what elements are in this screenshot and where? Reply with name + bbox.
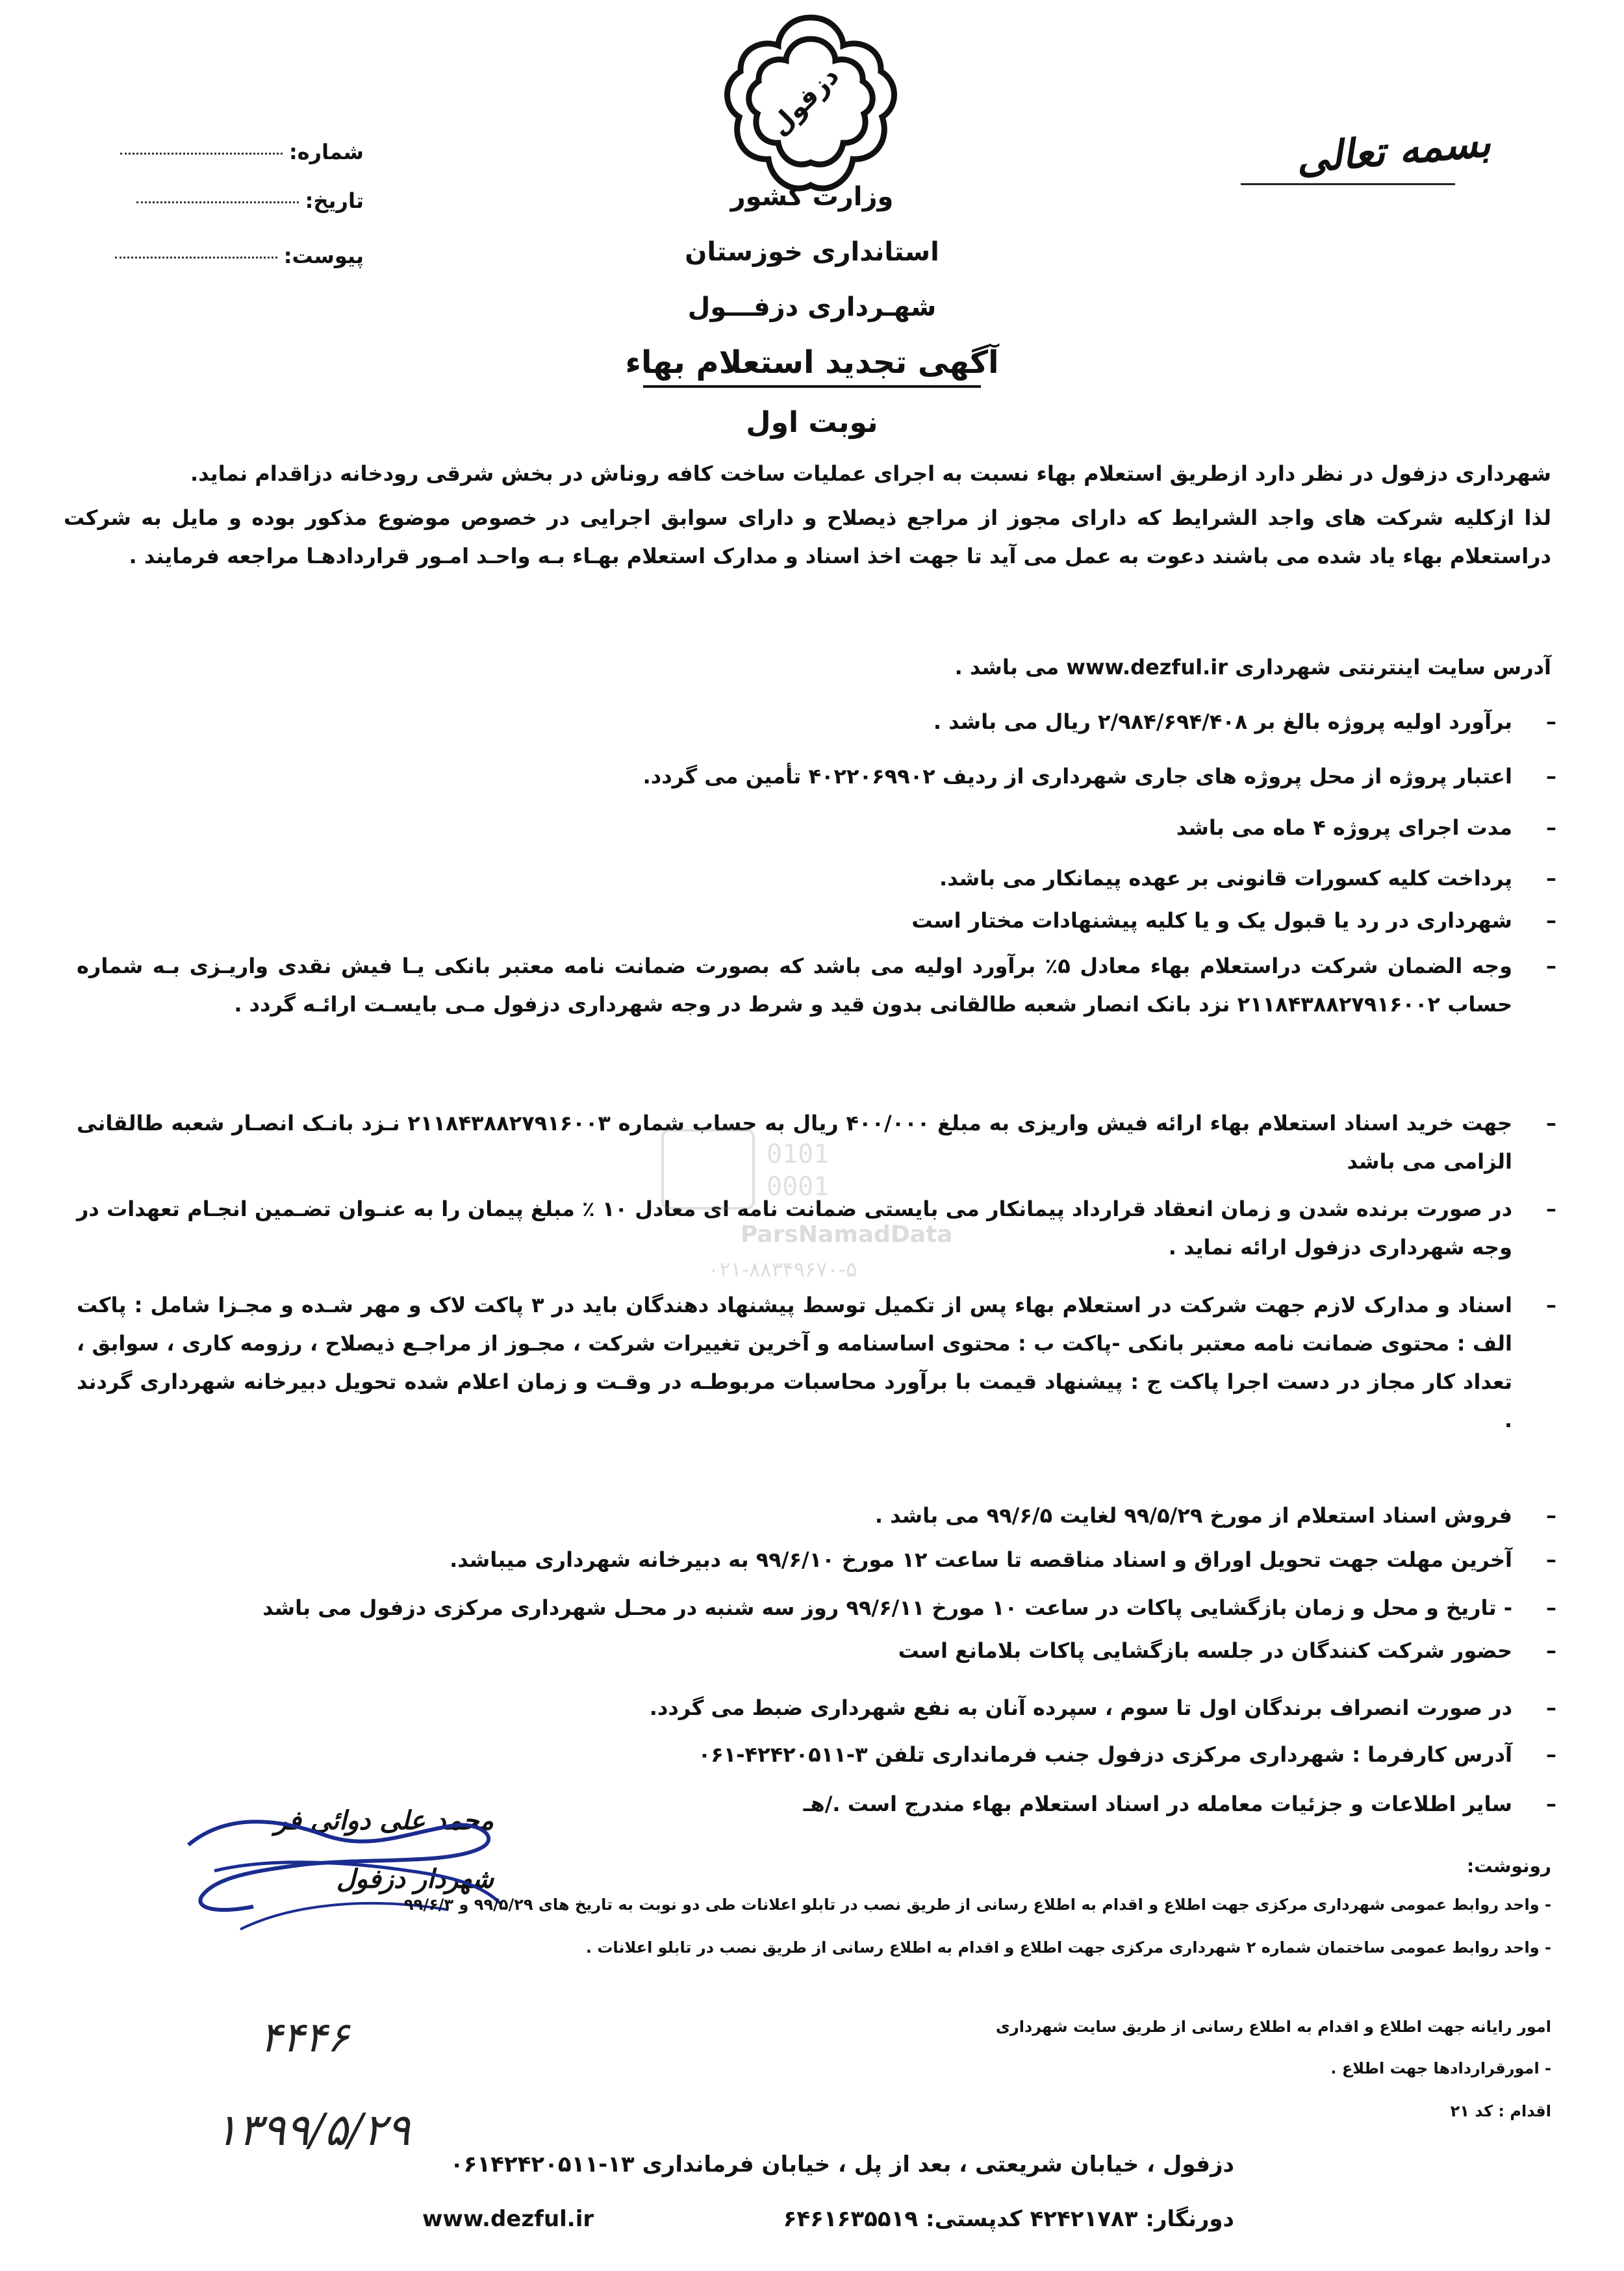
letter-attachment-blank [115, 257, 277, 259]
svg-text:0101: 0101 [767, 1139, 830, 1169]
intro-paragraph-2: لذا ازکلیه شرکت های واجد الشرایط که دارای مجوز از مراجع ذیصلاح و دارای سوابق اجرایی در خصوص موضوع مذکور بوده و مایل به شرکت دراستعلام بهاء یاد شده می باشند دعوت به عمل می آید تا جهت اخذ اسناد و مدارک استعلام بهـاء بـه واحـد امـور قراردادهـا مراجعه فرمایند . [64, 505, 1551, 568]
condition-item: – اسناد و مدارک لازم جهت شرکت در استعلام بهاء پس از تکمیل توسط پیشنهاد دهندگان باید در ۳ پاکت لاک و مهر شـده و مجـزا شامل : پاکت الف : محتوی ضمانت نامه معتبر بانکی -پاکت ب : محتوی اساسنامه و آخرین تغییرات شرکت ، مجـوز از مراجـع ذیصلاح ، رزومه کاری ، سوابق ، تعداد کار مجاز در دست اجرا پاکت ج : پیشنهاد قیمت با برآورد محاسبات مربوطـه در وقـت و زمان اعلام شده تحویل دبیرخانه شهرداری گردند . [77, 1286, 1551, 1440]
notice-round: نوبت اول [746, 406, 878, 439]
condition-item: – آدرس کارفرما : شهرداری مرکزی دزفول جنب فرمانداری تلفن ۳-۴۲۴۲۰۵۱۱-۰۶۱ [77, 1736, 1551, 1774]
footer-fax-postal: دورنگار: ۴۲۴۲۱۷۸۳ کدپستی: ۶۴۶۱۶۳۵۵۱۹ [783, 2206, 1234, 2232]
condition-text: جهت خرید اسناد استعلام بهاء ارائه فیش واریزی به مبلغ ۴۰۰/۰۰۰ ریال به حساب شماره ۲۱۱۸۴۳۸۸۲۷۹۱۶۰۰۳ نـزد بانـک انصـار شعبه طالقانی الزامی می باشد [77, 1111, 1513, 1174]
condition-text: در صورت انصراف برندگان اول تا سوم ، سپرده آنان به نفع شهرداری ضبط می گردد. [649, 1695, 1512, 1720]
cc-line: - واحد روابط عمومی شهرداری مرکزی جهت اطلاع و اقدام به اطلاع رسانی از طریق نصب در تابلو اعلانات طی دو نوبت به تاریخ های ۹۹/۵/۲۹ و ۹۹/۶/۳ [404, 1896, 1551, 1914]
svg-text:دزفول: دزفول [764, 60, 845, 142]
condition-item: – مدت اجرای پروژه ۴ ماه می باشد [77, 809, 1551, 847]
condition-text: شهرداری در رد یا قبول یک و یا کلیه پیشنهادات مختار است [911, 908, 1512, 933]
signer-name: محمد علی دوائی فر [274, 1806, 494, 1836]
letter-date-field [0, 188, 364, 213]
condition-text: آخرین مهلت جهت تحویل اوراق و اسناد مناقصه تا ساعت ۱۲ مورخ ۹۹/۶/۱۰ به دبیرخانه شهرداری میباشد. [450, 1547, 1512, 1572]
letter-number-blank [120, 153, 283, 155]
condition-item: – پرداخت کلیه کسورات قانونی بر عهده پیمانکار می باشد. [77, 859, 1551, 898]
condition-item: – شهرداری در رد یا قبول یک و یا کلیه پیشنهادات مختار است [77, 902, 1551, 940]
letter-number-label: شماره: [288, 140, 364, 164]
letter-date-blank [136, 201, 299, 203]
condition-text: آدرس کارفرما : شهرداری مرکزی دزفول جنب فرمانداری تلفن ۳-۴۲۴۲۰۵۱۱-۰۶۱ [698, 1742, 1512, 1767]
condition-text: وجه الضمان شرکت دراستعلام بهاء معادل ۵٪ برآورد اولیه می باشد که بصورت ضمانت نامه معتبر بانکی یـا فیش نقدی واریـزی بـه شماره حساب ۲۱۱۸۴۳۸۸۲۷۹۱۶۰۰۲ نزد بانک انصار شعبه طالقانی بدون قید و شرط در وجه شهرداری دزفول مـی بایسـت ارائـه گردد . [77, 954, 1513, 1017]
condition-item: – در صورت انصراف برندگان اول تا سوم ، سپرده آنان به نفع شهرداری ضبط می گردد. [77, 1689, 1551, 1727]
condition-text: فروش اسناد استعلام از مورخ ۹۹/۵/۲۹ لغایت ۹۹/۶/۵ می باشد . [874, 1503, 1512, 1528]
notice-title-underline [643, 385, 981, 388]
condition-item: – وجه الضمان شرکت دراستعلام بهاء معادل ۵٪ برآورد اولیه می باشد که بصورت ضمانت نامه معتبر بانکی یـا فیش نقدی واریـزی بـه شماره حساب ۲۱۱۸۴۳۸۸۲۷۹۱۶۰۰۲ نزد بانک انصار شعبه طالقانی بدون قید و شرط در وجه شهرداری دزفول مـی بایسـت ارائـه گردد . [77, 947, 1551, 1024]
cc-heading: رونوشت: [1467, 1855, 1551, 1877]
cc-line: اقدام : کد ۲۱ [1450, 2102, 1551, 2120]
condition-text: - تاریخ و محل و زمان بازگشایی پاکات در ساعت ۱۰ مورخ ۹۹/۶/۱۱ روز سه شنبه در محـل شهرداری مرکزی دزفول می باشد [262, 1595, 1512, 1620]
intro-paragraph-1: شهرداری دزفول در نظر دارد ازطریق استعلام بهاء نسبت به اجرای عملیات ساخت کافه روناش در بخش شرقی رودخانه دزاقدام نماید. [190, 461, 1551, 486]
org-line-province: استانداری خوزستان [685, 237, 939, 267]
letter-number-field [0, 140, 364, 164]
condition-text: برآورد اولیه پروژه بالغ بر ۲/۹۸۴/۶۹۴/۴۰۸ ریال می باشد . [933, 709, 1512, 734]
org-line-municipality: شهـرداری دزفـــول [687, 292, 937, 322]
cc-line: - امورقراردادها جهت اطلاع . [1330, 2059, 1551, 2077]
svg-text:0001: 0001 [767, 1172, 830, 1202]
condition-item: – حضور شرکت کنندگان در جلسه بازگشایی پاکات بلامانع است [77, 1632, 1551, 1670]
bismillah-heading: بسمه تعالی [1294, 118, 1493, 183]
condition-text: اسناد و مدارک لازم جهت شرکت در استعلام بهاء پس از تکمیل توسط پیشنهاد دهندگان باید در ۳ پاکت لاک و مهر شـده و مجـزا شامل : پاکت الف : محتوی ضمانت نامه معتبر بانکی -پاکت ب : محتوی اساسنامه و آخرین تغییرات شرکت ، مجـوز از مراجـع ذیصلاح ، رزومه کاری ، سوابق ، تعداد کار مجاز در دست اجرا پاکت ج : پیشنهاد قیمت با برآورد محاسبات مربوطـه در وقـت و زمان اعلام شده تحویل دبیرخانه شهرداری گردند . [77, 1293, 1513, 1432]
condition-item: – در صورت برنده شدن و زمان انعقاد قرارداد پیمانکار می بایستی ضمانت نامه ای معادل ۱۰ ٪ مبلغ پیمان را به عنـوان تضـمین انجـام تعهدات در وجه شهرداری دزفول ارائه نماید . [77, 1190, 1551, 1267]
condition-text: در صورت برنده شدن و زمان انعقاد قرارداد پیمانکار می بایستی ضمانت نامه ای معادل ۱۰ ٪ مبلغ پیمان را به عنـوان تضـمین انجـام تعهدات در وجه شهرداری دزفول ارائه نماید . [77, 1197, 1513, 1260]
condition-item: – - تاریخ و محل و زمان بازگشایی پاکات در ساعت ۱۰ مورخ ۹۹/۶/۱۱ روز سه شنبه در محـل شهرداری مرکزی دزفول می باشد [77, 1589, 1551, 1627]
watermark-stamp [650, 1117, 1013, 1286]
condition-item: – اعتبار پروژه از محل پروژه های جاری شهرداری از ردیف ۴۰۲۲۰۶۹۹۰۲ تأمین می گردد. [77, 757, 1551, 796]
letter-attachment-field [0, 244, 364, 268]
condition-text: اعتبار پروژه از محل پروژه های جاری شهرداری از ردیف ۴۰۲۲۰۶۹۹۰۲ تأمین می گردد. [642, 764, 1512, 789]
condition-text: سایر اطلاعات و جزئیات معامله در اسناد استعلام بهاء مندرج است ./هـ [803, 1792, 1512, 1816]
condition-item: – آخرین مهلت جهت تحویل اوراق و اسناد مناقصه تا ساعت ۱۲ مورخ ۹۹/۶/۱۰ به دبیرخانه شهرداری میباشد. [77, 1541, 1551, 1579]
letter-attachment-label: پیوست: [283, 244, 364, 268]
condition-text: پرداخت کلیه کسورات قانونی بر عهده پیمانکار می باشد. [939, 866, 1512, 891]
condition-text: حضور شرکت کنندگان در جلسه بازگشایی پاکات بلامانع است [898, 1638, 1512, 1663]
cc-line: - واحد روابط عمومی ساختمان شماره ۲ شهرداری مرکزی جهت اطلاع و اقدام به اطلاع رسانی از طریق نصب در تابلو اعلانات . [585, 1938, 1551, 1957]
condition-item: – سایر اطلاعات و جزئیات معامله در اسناد استعلام بهاء مندرج است ./هـ [77, 1785, 1551, 1823]
footer-website: www.dezful.ir [422, 2206, 594, 2232]
handwritten-date: ۱۳۹۹/۵/۲۹ [214, 2105, 411, 2156]
signature-scribble [175, 1799, 513, 1942]
condition-text: مدت اجرای پروژه ۴ ماه می باشد [1176, 815, 1512, 840]
condition-item: – جهت خرید اسناد استعلام بهاء ارائه فیش واریزی به مبلغ ۴۰۰/۰۰۰ ریال به حساب شماره ۲۱۱۸۴۳۸۸۲۷۹۱۶۰۰۳ نـزد بانـک انصـار شعبه طالقانی الزامی می باشد [77, 1104, 1551, 1181]
letter-date-label: تاریخ: [305, 188, 364, 213]
handwritten-number: ۴۴۴۶ [260, 2014, 349, 2062]
signer-title: شهردار دزفول [336, 1864, 494, 1894]
notice-title: آگهی تجدید استعلام بهاء [625, 344, 999, 381]
bismillah-underline [1241, 183, 1455, 185]
watermark-phone: ۰۲۱-۸۸۳۴۹۶۷۰-۵ [708, 1257, 857, 1282]
cc-line: امور رایانه جهت اطلاع و اقدام به اطلاع رسانی از طریق سایت شهرداری [995, 2018, 1551, 2036]
watermark-text: ParsNamadData [741, 1221, 953, 1248]
municipality-logo [720, 10, 902, 205]
condition-item: – برآورد اولیه پروژه بالغ بر ۲/۹۸۴/۶۹۴/۴۰۸ ریال می باشد . [77, 703, 1551, 741]
footer-address: دزفول ، خیابان شریعتی ، بعد از پل ، خیابان فرمانداری ۱۳-۰۶۱۴۲۴۲۰۵۱۱ [450, 2151, 1234, 2177]
condition-item: – فروش اسناد استعلام از مورخ ۹۹/۵/۲۹ لغایت ۹۹/۶/۵ می باشد . [77, 1497, 1551, 1535]
intro-website: آدرس سایت اینترنتی شهرداری www.dezful.ir می باشد . [954, 655, 1551, 679]
org-line-ministry: وزارت کشور [730, 182, 894, 212]
